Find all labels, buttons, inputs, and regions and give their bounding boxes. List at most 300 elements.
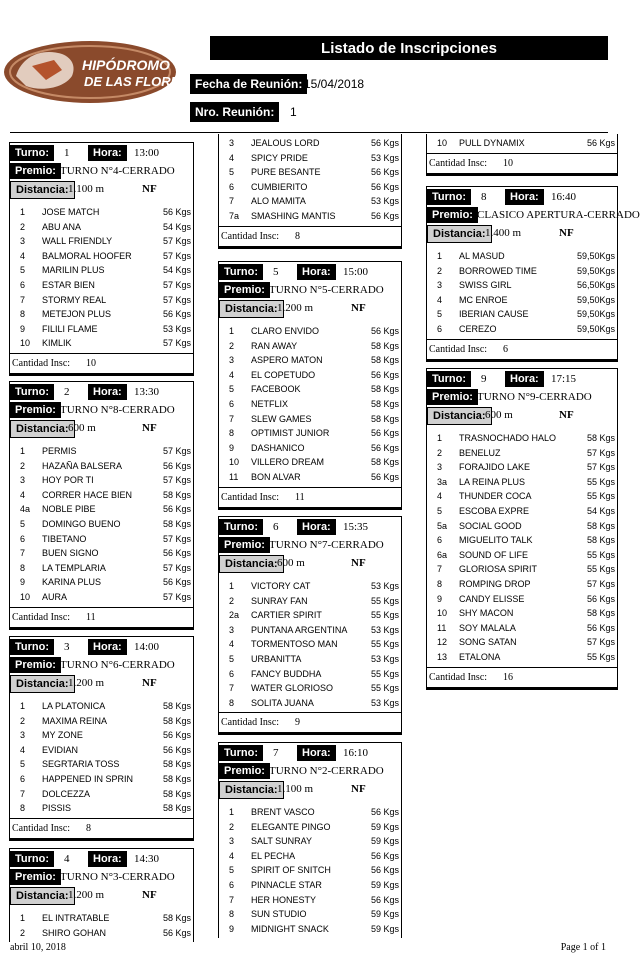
horse-row <box>427 431 617 446</box>
logo-line1: HIPÓDROMO <box>82 57 170 73</box>
distancia-value: 1.200 m <box>68 889 105 901</box>
hipodromo-logo <box>2 36 189 106</box>
horse-weight: 58 Kgs <box>162 518 191 529</box>
horse-number: 10 <box>20 338 31 349</box>
horse-number: 3 <box>20 475 26 486</box>
horse-name: ALO MAMITA <box>251 196 306 207</box>
horse-name: CARTIER SPIRIT <box>251 610 322 621</box>
horse-weight: 56 Kgs <box>370 138 399 148</box>
horse-name: HOY POR TI <box>42 475 94 486</box>
horse-number: 2 <box>20 221 26 232</box>
horse-number: 10 <box>437 138 448 148</box>
cantidad-label: Cantidad Insc: <box>221 717 280 729</box>
horse-name: LA REINA PLUS <box>459 476 526 487</box>
horse-weight: 57 Kgs <box>586 637 615 648</box>
horse-name: ROMPING DROP <box>459 578 531 589</box>
horse-name: AL MASUD <box>459 251 505 261</box>
horse-number: 4 <box>20 250 26 261</box>
distancia-label: Distancia: <box>10 420 75 438</box>
horse-weight: 58 Kgs <box>162 773 191 784</box>
horse-weight: 59 Kgs <box>370 821 399 832</box>
horse-weight: 57 Kgs <box>586 462 615 473</box>
horse-number: 4 <box>20 744 26 755</box>
horse-row <box>10 336 193 351</box>
hora-label: Hora: <box>505 189 544 205</box>
tipo-value: NF <box>351 557 366 569</box>
horse-name: IBERIAN CAUSE <box>459 309 529 320</box>
horse-row <box>10 205 193 220</box>
distancia-label: Distancia: <box>219 781 284 799</box>
distancia-value: 600 m <box>68 422 96 434</box>
footer-date: abril 10, 2018 <box>10 942 66 953</box>
horse-name: SHY MACON <box>459 608 514 619</box>
horse-name: URBANITTA <box>251 653 302 664</box>
horse-weight: 55 Kgs <box>586 476 615 487</box>
horse-number: 4 <box>229 850 235 861</box>
horse-row <box>219 820 401 835</box>
distancia-value: 1.200 m <box>68 677 105 689</box>
horse-row <box>219 165 401 180</box>
horse-weight: 57 Kgs <box>162 446 191 456</box>
horse-row <box>427 249 617 264</box>
horse-name: ESTAR BIEN <box>42 279 95 290</box>
horse-row <box>10 743 193 758</box>
cantidad-inscriptos <box>219 227 401 246</box>
cantidad-label: Cantidad Insc: <box>12 357 71 369</box>
hora-label: Hora: <box>297 745 336 761</box>
cantidad-value: 8 <box>86 822 92 834</box>
horse-weight: 53 Kgs <box>370 624 399 635</box>
horse-row <box>219 151 401 166</box>
horse-weight: 58 Kgs <box>370 413 399 424</box>
horse-row <box>219 849 401 864</box>
premio-label: Premio: <box>219 282 270 298</box>
horse-row <box>219 579 401 594</box>
hora-value: 14:30 <box>134 853 160 865</box>
horse-number: 2 <box>437 447 443 458</box>
horse-weight: 59 Kgs <box>370 909 399 920</box>
horse-name: SUNRAY FAN <box>251 595 308 606</box>
premio-label: Premio: <box>10 869 61 885</box>
horse-row <box>219 907 401 922</box>
horse-name: KARINA PLUS <box>42 577 102 588</box>
cantidad-inscriptos <box>427 668 617 687</box>
horse-number: 2 <box>229 821 235 832</box>
horse-weight: 57 Kgs <box>162 562 191 573</box>
horse-row <box>427 446 617 461</box>
horse-name: ASPERO MATON <box>251 355 323 366</box>
horse-name: BORROWED TIME <box>459 265 537 276</box>
horse-number: 1 <box>229 807 235 817</box>
horse-number: 5 <box>20 759 26 770</box>
horse-weight: 59,50Kgs <box>576 294 615 305</box>
horse-name: NOBLE PIBE <box>42 504 96 515</box>
hora-label: Hora: <box>88 851 127 867</box>
horse-name: VICTORY CAT <box>251 581 311 591</box>
premio-label: Premio: <box>10 402 61 418</box>
horse-row <box>427 489 617 504</box>
horse-weight: 56 Kgs <box>162 927 191 938</box>
horse-name: GLORIOSA SPIRIT <box>459 564 538 575</box>
horse-number: 2 <box>437 265 443 276</box>
horse-weight: 56 Kgs <box>162 460 191 471</box>
cantidad-inscriptos <box>10 354 193 373</box>
horse-number: 10 <box>437 608 448 619</box>
horse-name: MIDNIGHT SNACK <box>251 923 329 934</box>
horse-name: PERMIS <box>42 446 77 456</box>
horse-name: AURA <box>42 591 68 602</box>
turno-value: 2 <box>64 386 70 398</box>
cantidad-value: 8 <box>295 230 301 242</box>
horse-weight: 56 Kgs <box>162 548 191 559</box>
horse-name: PISSIS <box>42 803 72 814</box>
horse-number: 4 <box>437 294 443 305</box>
cantidad-inscriptos <box>10 608 193 627</box>
horse-weight: 58 Kgs <box>162 759 191 770</box>
horse-row <box>10 444 193 459</box>
horse-name: STORMY REAL <box>42 294 107 305</box>
horse-weight: 58 Kgs <box>370 457 399 468</box>
hora-value: 16:10 <box>343 747 369 759</box>
horse-row <box>427 577 617 592</box>
horse-name: MY ZONE <box>42 730 83 741</box>
premio-label: Premio: <box>427 389 478 405</box>
horse-number: 2 <box>20 460 26 471</box>
horse-weight: 58 Kgs <box>586 608 615 619</box>
horse-weight: 57 Kgs <box>586 578 615 589</box>
horse-row <box>10 263 193 278</box>
horse-row <box>10 532 193 547</box>
cantidad-value: 6 <box>503 343 509 355</box>
horse-weight: 53 Kgs <box>370 152 399 163</box>
horse-number: 3a <box>437 476 448 487</box>
horse-name: WALL FRIENDLY <box>42 236 113 247</box>
horse-number: 8 <box>20 562 26 573</box>
premio-value: TURNO N°8-CERRADO <box>60 404 175 416</box>
cantidad-inscriptos <box>219 713 401 732</box>
horse-name: JOSE MATCH <box>42 207 100 217</box>
horse-row <box>219 805 401 820</box>
horse-number: 2 <box>229 595 235 606</box>
horse-row <box>10 728 193 743</box>
horse-name: JEALOUS LORD <box>251 138 320 148</box>
horse-number: 6 <box>229 668 235 679</box>
horse-row <box>10 911 193 926</box>
horse-weight: 56 Kgs <box>162 309 191 320</box>
horse-name: SOLITA JUANA <box>251 697 314 708</box>
horse-name: TIBETANO <box>42 533 87 544</box>
turno-label: Turno: <box>10 639 54 655</box>
horse-name: SOUND OF LIFE <box>459 549 529 560</box>
horse-weight: 56 Kgs <box>162 207 191 217</box>
horse-weight: 57 Kgs <box>162 475 191 486</box>
horse-number: 3 <box>229 624 235 635</box>
horse-name: SOY MALALA <box>459 622 516 633</box>
horse-row <box>10 322 193 337</box>
horse-row <box>219 696 401 711</box>
horse-row <box>219 455 401 470</box>
hora-label: Hora: <box>88 145 127 161</box>
horse-name: BRENT VASCO <box>251 807 315 817</box>
horse-row <box>427 650 617 665</box>
cantidad-value: 9 <box>295 717 301 729</box>
horse-row <box>427 504 617 519</box>
horse-number: 8 <box>229 909 235 920</box>
horse-weight: 58 Kgs <box>370 384 399 395</box>
cantidad-inscriptos <box>219 488 401 507</box>
horse-number: 1 <box>20 446 26 456</box>
horse-number: 9 <box>229 923 235 934</box>
horse-number: 7a <box>229 210 240 221</box>
horse-name: DOLCEZZA <box>42 788 91 799</box>
horse-weight: 59 Kgs <box>370 879 399 890</box>
horse-row <box>427 460 617 475</box>
turno-value: 1 <box>64 147 70 159</box>
horse-weight: 57 Kgs <box>586 447 615 458</box>
horse-name: PUNTANA ARGENTINA <box>251 624 348 635</box>
horse-number: 6 <box>20 533 26 544</box>
distancia-label: Distancia: <box>219 555 284 573</box>
turno-value: 4 <box>64 853 70 865</box>
horse-weight: 53 Kgs <box>370 653 399 664</box>
horse-number: 3 <box>20 236 26 247</box>
horse-number: 7 <box>229 894 235 905</box>
horse-row <box>219 878 401 893</box>
hora-value: 14:00 <box>134 641 160 653</box>
tipo-value: NF <box>142 889 157 901</box>
horse-row <box>10 220 193 235</box>
horse-weight: 54 Kgs <box>162 265 191 276</box>
turno-label: Turno: <box>219 264 263 280</box>
race-block <box>426 186 640 362</box>
turno-value: 7 <box>273 747 279 759</box>
race-block <box>426 368 618 690</box>
horse-number: 5a <box>437 520 448 531</box>
horse-name: SPICY PRIDE <box>251 152 308 163</box>
distancia-value: 1.100 m <box>277 783 314 795</box>
cantidad-value: 11 <box>86 611 96 623</box>
horse-name: SPIRIT OF SNITCH <box>251 865 331 876</box>
horse-row <box>219 194 401 209</box>
horse-weight: 58 Kgs <box>370 398 399 409</box>
horse-weight: 55 Kgs <box>370 639 399 650</box>
horse-row <box>10 502 193 517</box>
hora-label: Hora: <box>505 371 544 387</box>
horse-weight: 56 Kgs <box>586 138 615 148</box>
horse-name: OPTIMIST JUNIOR <box>251 428 330 439</box>
horse-weight: 57 Kgs <box>162 533 191 544</box>
horse-number: 13 <box>437 651 448 662</box>
horse-row <box>219 623 401 638</box>
horse-number: 9 <box>229 442 235 453</box>
horse-weight: 58 Kgs <box>586 433 615 443</box>
horse-name: NETFLIX <box>251 398 289 409</box>
distancia-label: Distancia: <box>10 675 75 693</box>
horse-weight: 56 Kgs <box>586 622 615 633</box>
distancia-value: 600 m <box>277 557 305 569</box>
turno-label: Turno: <box>219 745 263 761</box>
premio-value: TURNO N°4-CERRADO <box>60 165 175 177</box>
horse-number: 7 <box>229 196 235 207</box>
horse-name: SHIRO GOHAN <box>42 927 107 938</box>
horse-row <box>10 546 193 561</box>
horse-number: 5 <box>229 865 235 876</box>
horse-row <box>219 339 401 354</box>
horse-row <box>10 714 193 729</box>
horse-name: MC ENROE <box>459 294 508 305</box>
horse-weight: 55 Kgs <box>370 595 399 606</box>
horse-weight: 57 Kgs <box>162 250 191 261</box>
distancia-label: Distancia: <box>10 887 75 905</box>
horse-weight: 58 Kgs <box>162 701 191 711</box>
horse-weight: 58 Kgs <box>162 788 191 799</box>
cantidad-label: Cantidad Insc: <box>429 343 488 355</box>
horse-name: SEGRTARIA TOSS <box>42 759 120 770</box>
horse-row <box>219 180 401 195</box>
hora-value: 13:00 <box>134 147 160 159</box>
fecha-value: 15/04/2018 <box>304 77 365 91</box>
horse-name: FORAJIDO LAKE <box>459 462 531 473</box>
horse-number: 4 <box>229 152 235 163</box>
horse-row <box>427 322 617 337</box>
horse-row <box>10 787 193 802</box>
horse-weight: 53 Kgs <box>370 196 399 207</box>
horse-row <box>219 922 401 937</box>
horse-weight: 57 Kgs <box>162 338 191 349</box>
horse-row <box>219 426 401 441</box>
horse-number: 3 <box>437 280 443 291</box>
horse-row <box>427 278 617 293</box>
race-block <box>218 516 402 735</box>
hora-value: 16:40 <box>551 191 577 203</box>
premio-value: TURNO N°9-CERRADO <box>477 391 592 403</box>
hora-label: Hora: <box>297 519 336 535</box>
horse-weight: 55 Kgs <box>370 668 399 679</box>
horse-row <box>10 757 193 772</box>
turno-value: 8 <box>481 191 487 203</box>
horse-weight: 58 Kgs <box>370 340 399 351</box>
distancia-label: Distancia: <box>427 225 492 243</box>
distancia-label: Distancia: <box>219 300 284 318</box>
horse-number: 5 <box>229 384 235 395</box>
page-title: Listado de Inscripciones <box>210 36 608 60</box>
horse-weight: 56 Kgs <box>370 471 399 482</box>
horse-number: 6a <box>437 549 448 560</box>
horse-weight: 55 Kgs <box>586 549 615 560</box>
horse-name: RAN AWAY <box>251 340 298 351</box>
horse-row <box>10 590 193 605</box>
cantidad-inscriptos <box>427 154 617 173</box>
horse-name: CANDY ELISSE <box>459 593 525 604</box>
cantidad-label: Cantidad Insc: <box>429 157 488 169</box>
cantidad-label: Cantidad Insc: <box>429 671 488 683</box>
distancia-value: 1.100 m <box>68 183 105 195</box>
horse-weight: 55 Kgs <box>586 491 615 502</box>
horse-number: 4a <box>20 504 31 515</box>
horse-row <box>427 592 617 607</box>
horse-name: BALMORAL HOOFER <box>42 250 132 261</box>
horse-row <box>427 136 617 151</box>
hora-value: 17:15 <box>551 373 577 385</box>
horse-row <box>219 834 401 849</box>
distancia-label: Distancia: <box>10 181 75 199</box>
horse-name: LA TEMPLARIA <box>42 562 106 573</box>
horse-row <box>10 699 193 714</box>
turno-value: 6 <box>273 521 279 533</box>
horse-weight: 59,50Kgs <box>576 265 615 276</box>
horse-name: SMASHING MANTIS <box>251 210 336 221</box>
horse-number: 5 <box>437 309 443 320</box>
horse-name: EL INTRATABLE <box>42 913 110 923</box>
horse-row <box>219 637 401 652</box>
horse-name: SLEW GAMES <box>251 413 312 424</box>
turno-value: 5 <box>273 266 279 278</box>
horse-name: VILLERO DREAM <box>251 457 325 468</box>
horse-weight: 56 Kgs <box>370 442 399 453</box>
horse-weight: 55 Kgs <box>370 683 399 694</box>
horse-row <box>427 562 617 577</box>
horse-number: 3 <box>229 836 235 847</box>
distancia-label: Distancia: <box>427 407 492 425</box>
horse-number: 5 <box>229 167 235 178</box>
horse-number: 11 <box>437 622 447 633</box>
horse-name: CORRER HACE BIEN <box>42 489 133 500</box>
horse-weight: 58 Kgs <box>586 535 615 546</box>
horse-name: TRASNOCHADO HALO <box>459 433 557 443</box>
horse-number: 10 <box>20 591 31 602</box>
race-block <box>9 636 194 841</box>
premio-value: TURNO N°7-CERRADO <box>269 539 384 551</box>
horse-row <box>10 488 193 503</box>
horse-name: CUMBIERITO <box>251 181 308 192</box>
horse-weight: 56 Kgs <box>162 577 191 588</box>
horse-number: 7 <box>229 683 235 694</box>
horse-number: 1 <box>437 251 443 261</box>
horse-weight: 58 Kgs <box>586 520 615 531</box>
horse-number: 6 <box>20 773 26 784</box>
horse-number: 3 <box>229 355 235 366</box>
horse-row <box>10 575 193 590</box>
race-block <box>218 742 402 938</box>
horse-weight: 59,50Kgs <box>576 323 615 334</box>
horse-name: SWISS GIRL <box>459 280 512 291</box>
horse-number: 12 <box>437 637 448 648</box>
premio-value: TURNO N°2-CERRADO <box>269 765 384 777</box>
horse-number: 1 <box>20 701 26 711</box>
horse-name: BENELUZ <box>459 447 501 458</box>
horse-name: DOMINGO BUENO <box>42 518 121 529</box>
horse-row <box>219 441 401 456</box>
cantidad-label: Cantidad Insc: <box>221 491 280 503</box>
horse-number: 1 <box>229 326 235 336</box>
horse-weight: 58 Kgs <box>162 715 191 726</box>
cantidad-value: 16 <box>503 671 514 683</box>
horse-weight: 57 Kgs <box>162 591 191 602</box>
race-block <box>218 134 402 249</box>
race-block <box>426 134 618 176</box>
hora-label: Hora: <box>88 639 127 655</box>
hora-value: 13:30 <box>134 386 160 398</box>
tipo-value: NF <box>142 183 157 195</box>
cantidad-inscriptos <box>427 340 617 359</box>
horse-number: 5 <box>20 518 26 529</box>
horse-number: 3 <box>20 730 26 741</box>
horse-weight: 53 Kgs <box>162 323 191 334</box>
premio-label: Premio: <box>10 657 61 673</box>
nro-reunion-label: Nro. Reunión: <box>190 102 279 122</box>
horse-weight: 58 Kgs <box>162 489 191 500</box>
premio-value: CLASICO APERTURA-CERRADO <box>477 209 640 221</box>
